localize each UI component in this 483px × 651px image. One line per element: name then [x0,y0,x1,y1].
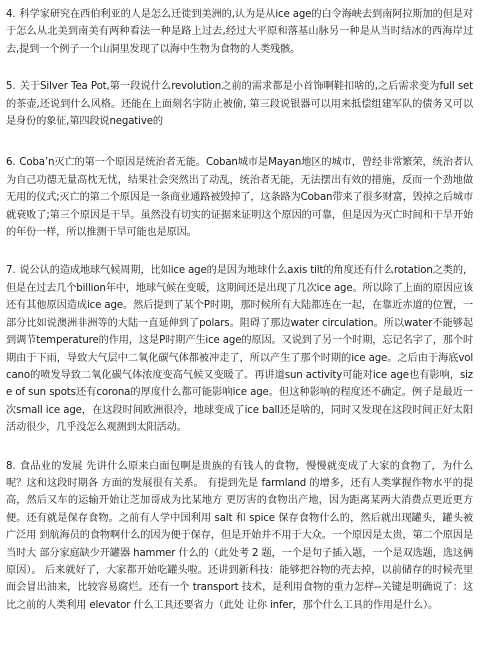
paragraph-7 [6,262,473,436]
paragraph-5 [6,78,473,130]
paragraph-text: Coba’n灭亡的第一个原因是统治者无能。Coban城市是Mayan地区的城市，曾经非常繁荣，统治者认为自己功德无量高枕无忧，结果社会突然出了动乱，统治者无能，无法摆出有效的措施，反而一个劲地做无用的仪式;灭亡的第二个原因是一条商业通路被毁掉了，这条路为Coban带来了很多财富，毁掉之后城市就衰败了;第三个原因是干旱。虽然没有切实的证据来证明这个原因的可靠，但是因为灭亡时间和干旱开始的年份一样，所以推测干旱可能也是原因。 [6,157,473,239]
paragraph-4 [6,6,473,58]
paragraph-number: 7. [6,265,16,277]
paragraph-text: 关于Silver Tea Pot,第一段说什么revolution之前的需求都是小首饰啊鞋扣啥的,之后需求变为full set的茶壶,还说到什么风格。还能在上面刻名字防止被偷, 第三段说银器可以用来抵偿组建军队的债务又可以是身份的象征,第四段说negative的 [6,81,473,128]
paragraph-text: 科学家研究在西伯利亚的人是怎么迁徙到美洲的,认为是从ice age的白令海峡去到南阿拉斯加的但是对于怎么从北美到南美有两种看法一种是路上过去,经过大平原和落基山脉另一种是从当时结冰的西海岸过去,提到一个例子一个山洞里发现了以海中生物为食物的人类残骸。 [6,9,473,55]
paragraph-number: 5. [6,81,16,93]
paragraph-6 [6,154,473,241]
paragraph-text: 说公认的造成地球气候周期，比如ice age的是因为地球什么axis tilt的角度还有什么rotation之类的，但是在过去几个billion年中，地球气候在变暖，这期间还是出现了几次ice age。所以除了上面的原因应该还有其他原因造成ice age。然后提到了某个P时期，那时候所有大陆都连在一起，在靠近赤道的位置，一部分比如说澳洲非洲等的大陆一直延伸到了polars。阻碍了那边water circulation。所以water不能够起到调节temperature的作用，这是P时期产生ice age的原因。又说到了另一个时期，忘记名字了，那个时期由于下雨，导致大气层中二氧化碳气体都被冲走了，所以产生了那个时期的ice age。之后由于海底volcano的喷发导致二氧化碳气体浓度变高气候又变暖了。再讲道sun activity可能对ice age也有影响，size of sun spots还有corona的厚度什么都可能影响ice age。但这种影响的程度还不确定。例子是最近一次small ice age，在这段时间欧洲很冷，地球变成了ice ball还是啥的，同时又发现在这段时间正好太阳活动很少，几乎没怎么观测到太阳活动。 [6,265,473,434]
paragraph-number: 4. [6,9,16,20]
paragraph-text: 食品业的发展 先讲什么原来白面包啊是贵族的有钱人的食物，慢慢就变成了大家的食物了，为什么呢？这和这段时期各 方面的发展很有关系。 有提到先是 farmland 的增多，还有人类掌握作物水平的提高，然后又车的运输开始让芝加哥成为比某地方 更厉害的食物出产地，因为距离某两大消费点更近更方便。还有就是保存食物。之前有人学中国利用 salt 和 spice 保存食物什么的，然后就出现罐头，罐头被广泛用 到航海员的食物啊什么的因为便于保存，但是开始并不用于大众。一个原因是太贵，第二个原因是当时大 部分家庭缺少开罐器 hammer 什么的（此处考 2 题，一个是句子插入题，一个是双选题，选这俩原因）。 后来就好了，大家都开始吃罐头啦。还讲到新科技：能够把谷物的壳去掉，以前储存的时候壳里面会冒出油来，比较容易腐烂。还有一个 transport 技术，是利用食物的重力怎样--关键是明确说了：这比之前的人类利用 elevator 什么工具还要省力（此处 让你 infer，那个什么工具的作用是什么）。 [6,460,473,611]
paragraph-8 [6,458,473,615]
paragraph-number: 6. [6,157,16,169]
paragraph-number: 8. [6,460,16,472]
